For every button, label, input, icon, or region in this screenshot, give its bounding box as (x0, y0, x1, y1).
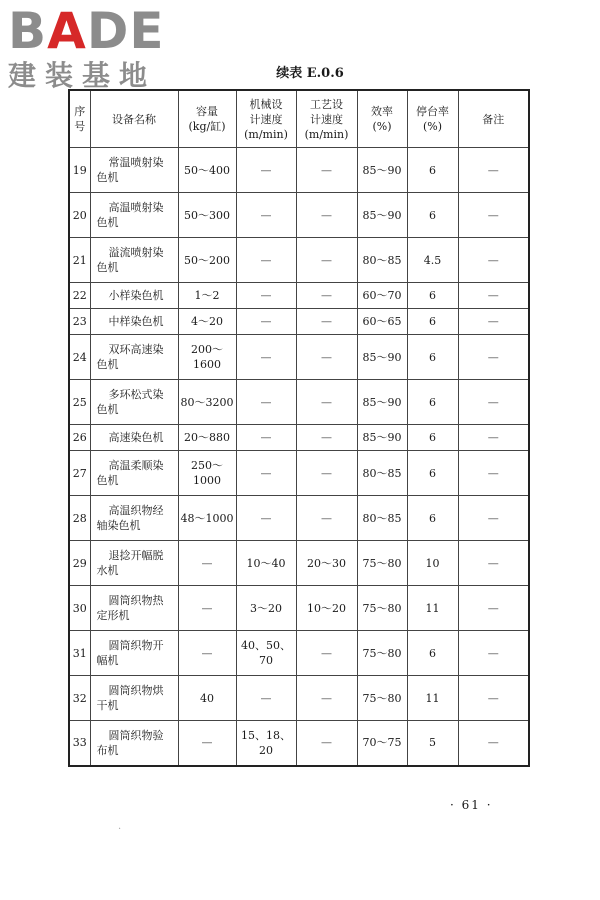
cell-name (90, 283, 178, 309)
cell-downtime: 6 (407, 335, 458, 380)
header-mech-speed: 机械设 计速度 (m/min) (236, 90, 296, 148)
cell-name (90, 451, 178, 496)
logo-latin (8, 4, 176, 58)
table-row (69, 721, 529, 766)
cell-efficiency: 60～70 (357, 283, 407, 309)
cell-downtime: 10 (407, 541, 458, 586)
cell-proc-speed: — (296, 335, 357, 380)
cell-remarks: — (458, 676, 529, 721)
equipment-name-line1: 多环松式染 (108, 388, 164, 401)
equipment-table (68, 89, 530, 767)
header-seq: 序 号 (69, 90, 90, 148)
cell-downtime: 6 (407, 425, 458, 451)
cell-no: 27 (69, 451, 90, 496)
cell-proc-speed: — (296, 380, 357, 425)
table-row (69, 541, 529, 586)
table-row (69, 451, 529, 496)
cell-remarks: — (458, 541, 529, 586)
equipment-name-line2: 色机 (96, 403, 119, 416)
cell-efficiency: 60～65 (357, 309, 407, 335)
equipment-name-line1: 常温喷射染 (108, 156, 164, 169)
equipment-name-line2: 定形机 (96, 609, 130, 622)
cell-mech-speed: — (236, 676, 296, 721)
cell-proc-speed: 20～30 (296, 541, 357, 586)
cell-efficiency: 85～90 (357, 425, 407, 451)
table-row (69, 238, 529, 283)
cell-mech-speed: — (236, 451, 296, 496)
table-row (69, 496, 529, 541)
cell-name (90, 335, 178, 380)
cell-efficiency: 85～90 (357, 148, 407, 193)
equipment-name-line1: 双环高速染 (108, 343, 164, 356)
cell-no: 22 (69, 283, 90, 309)
cell-mech-speed: — (236, 148, 296, 193)
cell-proc-speed: — (296, 238, 357, 283)
cell-remarks: — (458, 148, 529, 193)
cell-name (90, 496, 178, 541)
cell-downtime: 6 (407, 631, 458, 676)
cell-downtime: 6 (407, 309, 458, 335)
cell-name (90, 586, 178, 631)
cell-efficiency: 80～85 (357, 238, 407, 283)
cell-proc-speed: — (296, 721, 357, 766)
cell-capacity: 50～400 (178, 148, 236, 193)
cell-capacity: 20～880 (178, 425, 236, 451)
table-row (69, 309, 529, 335)
cell-efficiency: 75～80 (357, 541, 407, 586)
equipment-name-line2: 色机 (96, 358, 119, 371)
bade-logo (8, 4, 176, 92)
page-number: · 61 · (450, 798, 493, 812)
header-capacity: 容量 (kg/缸) (178, 90, 236, 148)
cell-capacity: 48～1000 (178, 496, 236, 541)
logo-letters-tail: DE (86, 2, 165, 60)
cell-capacity: — (178, 631, 236, 676)
table-body (69, 148, 529, 766)
cell-remarks: — (458, 451, 529, 496)
equipment-name-line1: 圆筒织物验 (108, 728, 164, 742)
cell-mech-speed: 40、50、70 (236, 631, 296, 676)
cell-proc-speed: — (296, 676, 357, 721)
cell-capacity: — (178, 586, 236, 631)
cell-no: 25 (69, 380, 90, 425)
cell-name (90, 425, 178, 451)
cell-downtime: 5 (407, 721, 458, 766)
equipment-name-line2: 水机 (96, 564, 119, 577)
cell-capacity: 200～1600 (178, 335, 236, 380)
cell-proc-speed: — (296, 631, 357, 676)
cell-remarks: — (458, 283, 529, 309)
cell-name (90, 193, 178, 238)
cell-remarks: — (458, 586, 529, 631)
equipment-name-line2: 色机 (96, 171, 119, 184)
cell-no: 24 (69, 335, 90, 380)
cell-remarks: — (458, 193, 529, 238)
cell-efficiency: 80～85 (357, 451, 407, 496)
cell-mech-speed: — (236, 335, 296, 380)
cell-proc-speed: — (296, 148, 357, 193)
cell-no: 21 (69, 238, 90, 283)
cell-remarks: — (458, 631, 529, 676)
cell-capacity: 50～200 (178, 238, 236, 283)
cell-efficiency: 85～90 (357, 193, 407, 238)
table-title: 续表 E.0.6 (276, 66, 344, 81)
table-row (69, 380, 529, 425)
equipment-name-line2: 色机 (96, 216, 119, 229)
table-row (69, 676, 529, 721)
equipment-name-line1: 高温柔顺染 (108, 459, 164, 472)
cell-efficiency: 80～85 (357, 496, 407, 541)
cell-downtime: 6 (407, 451, 458, 496)
cell-capacity: 4～20 (178, 309, 236, 335)
table-row (69, 193, 529, 238)
cell-name (90, 676, 178, 721)
cell-capacity: 250～1000 (178, 451, 236, 496)
equipment-name-line1: 圆筒织物开 (108, 639, 164, 652)
cell-efficiency: 75～80 (357, 586, 407, 631)
cell-remarks: — (458, 335, 529, 380)
cell-capacity: 50～300 (178, 193, 236, 238)
cell-remarks: — (458, 721, 529, 766)
table-row (69, 148, 529, 193)
cell-mech-speed: — (236, 193, 296, 238)
equipment-name-line1: 中样染色机 (108, 315, 164, 328)
cell-mech-speed: 10～40 (236, 541, 296, 586)
cell-downtime: 11 (407, 676, 458, 721)
header-remarks: 备注 (458, 90, 529, 148)
cell-no: 20 (69, 193, 90, 238)
cell-name (90, 380, 178, 425)
cell-proc-speed: — (296, 496, 357, 541)
equipment-name-line2: 幅机 (96, 654, 119, 667)
cell-proc-speed: — (296, 309, 357, 335)
cell-mech-speed: 3～20 (236, 586, 296, 631)
cell-proc-speed: — (296, 451, 357, 496)
table-row (69, 283, 529, 309)
header-name: 设备名称 (90, 90, 178, 148)
cell-mech-speed: — (236, 380, 296, 425)
cell-mech-speed: — (236, 425, 296, 451)
cell-proc-speed: 10～20 (296, 586, 357, 631)
cell-efficiency: 85～90 (357, 380, 407, 425)
cell-downtime: 6 (407, 283, 458, 309)
equipment-name-line1: 退捻开幅脱 (108, 549, 164, 562)
cell-downtime: 4.5 (407, 238, 458, 283)
equipment-name-line1: 圆筒织物烘 (108, 684, 164, 697)
scan-speck: · (118, 824, 122, 835)
cell-name (90, 631, 178, 676)
cell-name (90, 148, 178, 193)
cell-remarks: — (458, 309, 529, 335)
cell-downtime: 6 (407, 496, 458, 541)
cell-capacity: 40 (178, 676, 236, 721)
equipment-name-line1: 圆筒织物热 (108, 594, 164, 607)
cell-no: 19 (69, 148, 90, 193)
cell-no: 29 (69, 541, 90, 586)
cell-no: 26 (69, 425, 90, 451)
header-proc-speed: 工艺设 计速度 (m/min) (296, 90, 357, 148)
equipment-name-line2: 色机 (96, 261, 119, 274)
cell-downtime: 6 (407, 193, 458, 238)
cell-efficiency: 75～80 (357, 676, 407, 721)
cell-mech-speed: — (236, 283, 296, 309)
cell-efficiency: 85～90 (357, 335, 407, 380)
table-row (69, 335, 529, 380)
equipment-name-line1: 高温喷射染 (108, 201, 164, 214)
cell-no: 30 (69, 586, 90, 631)
equipment-name-line2: 干机 (96, 699, 119, 712)
equipment-name-line1: 高温织物经 (108, 504, 164, 517)
table-row (69, 586, 529, 631)
equipment-name-line1: 小样染色机 (108, 289, 164, 302)
cell-downtime: 6 (407, 148, 458, 193)
cell-name (90, 238, 178, 283)
equipment-name-line1: 高速染色机 (108, 431, 164, 444)
cell-efficiency: 70～75 (357, 721, 407, 766)
cell-name (90, 541, 178, 586)
table-header-row (69, 90, 529, 148)
cell-capacity: — (178, 721, 236, 766)
cell-downtime: 11 (407, 586, 458, 631)
table-row (69, 425, 529, 451)
cell-capacity: 80～3200 (178, 380, 236, 425)
header-efficiency: 效率 (%) (357, 90, 407, 148)
cell-no: 33 (69, 721, 90, 766)
cell-remarks: — (458, 238, 529, 283)
equipment-name-line2: 轴染色机 (96, 519, 141, 532)
cell-no: 23 (69, 309, 90, 335)
cell-no: 28 (69, 496, 90, 541)
cell-proc-speed: — (296, 283, 357, 309)
logo-chinese: 建装基地 (8, 59, 157, 92)
cell-remarks: — (458, 380, 529, 425)
cell-mech-speed: — (236, 309, 296, 335)
cell-proc-speed: — (296, 425, 357, 451)
logo-letters-head: B (8, 2, 48, 60)
equipment-name-line2: 布机 (96, 743, 119, 757)
cell-mech-speed: 15、18、20 (236, 721, 296, 766)
cell-name (90, 309, 178, 335)
cell-efficiency: 75～80 (357, 631, 407, 676)
cell-capacity: — (178, 541, 236, 586)
cell-remarks: — (458, 496, 529, 541)
cell-mech-speed: — (236, 238, 296, 283)
cell-downtime: 6 (407, 380, 458, 425)
cell-proc-speed: — (296, 193, 357, 238)
cell-mech-speed: — (236, 496, 296, 541)
cell-no: 32 (69, 676, 90, 721)
table-row (69, 631, 529, 676)
cell-capacity: 1～2 (178, 283, 236, 309)
header-downtime: 停台率 (%) (407, 90, 458, 148)
equipment-name-line2: 色机 (96, 474, 119, 487)
logo-letter-accent: A (47, 2, 87, 60)
equipment-name-line1: 溢流喷射染 (108, 246, 164, 259)
cell-remarks: — (458, 425, 529, 451)
cell-name (90, 721, 178, 766)
cell-no: 31 (69, 631, 90, 676)
